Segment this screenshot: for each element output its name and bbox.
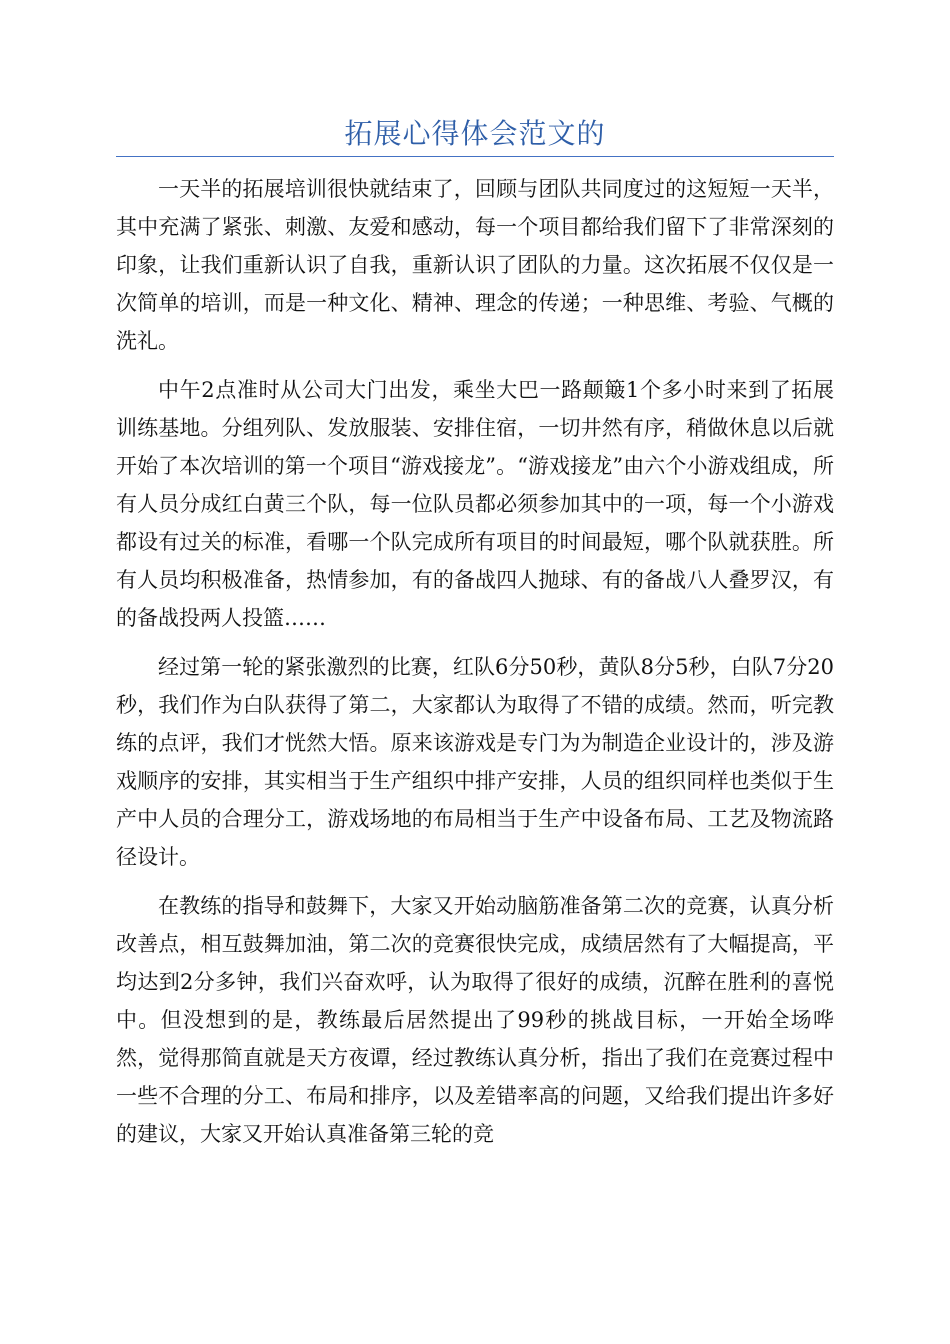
paragraph-2: 中午2点准时从公司大门出发，乘坐大巴一路颠簸1个多小时来到了拓展训练基地。分组列队、发放服装、安排住宿，一切井然有序，稍做休息以后就开始了本次培训的第一个项目“游戏接龙”。“游戏接龙”由六个小游戏组成，所有人员分成红白黄三个队，每一位队员都必须参加其中的一项，每一个小游戏都设有过关的标准，看哪一个队完成所有项目的时间最短，哪个队就获胜。所有人员均积极准备，热情参加，有的备战四人抛球、有的备战八人叠罗汉，有的备战投两人投篮…… <box>116 378 834 630</box>
paragraph-4: 在教练的指导和鼓舞下，大家又开始动脑筋准备第二次的竞赛，认真分析改善点，相互鼓舞加油，第二次的竞赛很快完成，成绩居然有了大幅提高，平均达到2分多钟，我们兴奋欢呼，认为取得了很好的成绩，沉醉在胜利的喜悦中。但没想到的是，教练最后居然提出了99秒的挑战目标，一开始全场哗然，觉得那简直就是天方夜谭，经过教练认真分析，指出了我们在竞赛过程中一些不合理的分工、布局和排序，以及差错率高的问题，又给我们提出许多好的建议，大家又开始认真准备第三轮的竞 <box>116 894 834 1146</box>
document-body <box>116 170 834 1164</box>
title-block <box>116 112 834 157</box>
paragraph-1: 一天半的拓展培训很快就结束了，回顾与团队共同度过的这短短一天半，其中充满了紧张、刺激、友爱和感动，每一个项目都给我们留下了非常深刻的印象，让我们重新认识了自我，重新认识了团队的力量。这次拓展不仅仅是一次简单的培训，而是一种文化、精神、理念的传递；一种思维、考验、气概的洗礼。 <box>116 177 834 353</box>
document-title: 拓展心得体会范文的 <box>344 117 606 150</box>
paragraph-3: 经过第一轮的紧张激烈的比赛，红队6分50秒，黄队8分5秒，白队7分20秒，我们作为白队获得了第二，大家都认为取得了不错的成绩。然而，听完教练的点评，我们才恍然大悟。原来该游戏是专门为为制造企业设计的，涉及游戏顺序的安排，其实相当于生产组织中排产安排，人员的组织同样也类似于生产中人员的合理分工，游戏场地的布局相当于生产中设备布局、工艺及物流路径设计。 <box>116 655 834 869</box>
